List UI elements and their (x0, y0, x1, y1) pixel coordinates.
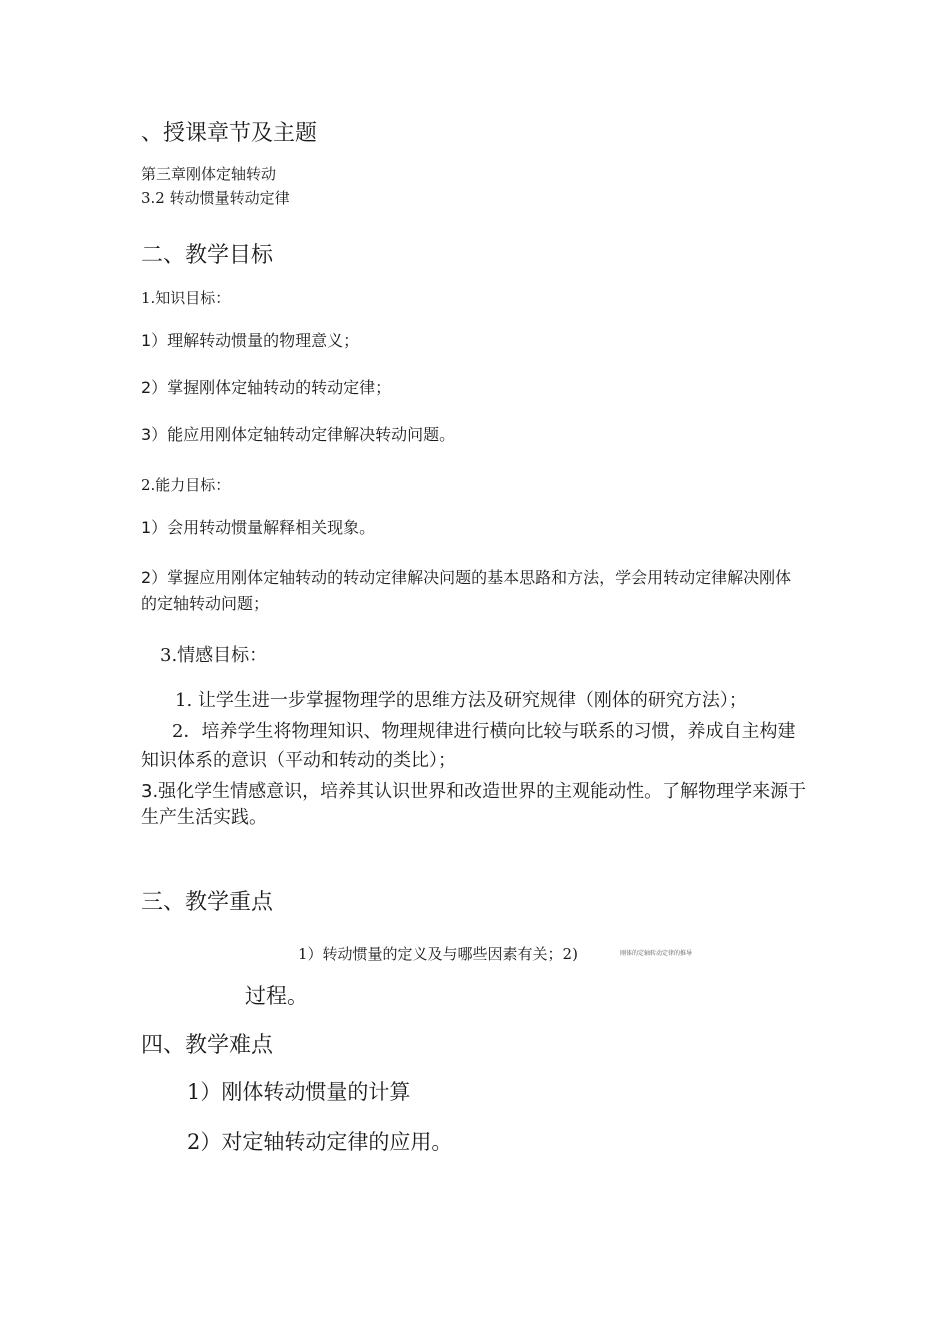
key-point-continuation: 过程。 (245, 984, 308, 1008)
knowledge-goal-title: 1.知识目标： (141, 289, 231, 307)
topic-title: 3.2 转动惯量转动定律 (141, 189, 290, 207)
ability-goal-item-2-line-1: 2）掌握应用刚体定轴转动的转动定律解决问题的基本思路和方法，学会用转动定律解决刚体 (141, 568, 792, 587)
ability-goal-item-1: 1）会用转动惯量解释相关现象。 (141, 518, 376, 537)
emotion-goal-title: 3.情感目标： (160, 645, 268, 666)
section1-heading: 、授课章节及主题 (141, 121, 318, 146)
knowledge-goal-item-1: 1）理解转动惯量的物理意义； (141, 331, 360, 350)
emotion-goal-item-1: 1. 让学生进一步掌握物理学的思维方法及研究规律（刚体的研究方法）； (175, 690, 747, 711)
ability-goal-title: 2.能力目标： (141, 476, 231, 494)
section4-heading: 四、教学难点 (141, 1033, 274, 1058)
section3-heading: 三、教学重点 (141, 890, 274, 915)
emotion-goal-item-3-line-2: 生产生活实践。 (141, 807, 267, 828)
emotion-goal-item-2-line-2: 知识体系的意识（平动和转动的类比）； (141, 750, 456, 771)
knowledge-goal-item-2: 2）掌握刚体定轴转动的转动定律； (141, 378, 392, 397)
difficulty-item-1: 1）刚体转动惯量的计算 (187, 1080, 411, 1104)
chapter-title: 第三章刚体定轴转动 (141, 165, 277, 183)
ability-goal-item-2-line-2: 的定轴转动问题； (141, 594, 270, 613)
emotion-goal-item-2-line-1: 2．培养学生将物理知识、物理规律进行横向比较与联系的习惯，养成自主构建 (172, 721, 796, 742)
emotion-goal-item-3-line-1: 3.强化学生情感意识，培养其认识世界和改造世界的主观能动性。了解物理学来源于 (141, 781, 807, 802)
key-point-tiny: 刚体的定轴转动定律的推导 (620, 950, 693, 957)
knowledge-goal-item-3: 3）能应用刚体定轴转动定律解决转动问题。 (141, 425, 456, 444)
section2-heading: 二、教学目标 (141, 243, 274, 268)
difficulty-item-2: 2）对定轴转动定律的应用。 (187, 1130, 453, 1154)
key-point-main: 1）转动惯量的定义及与哪些因素有关；2) (298, 945, 578, 963)
